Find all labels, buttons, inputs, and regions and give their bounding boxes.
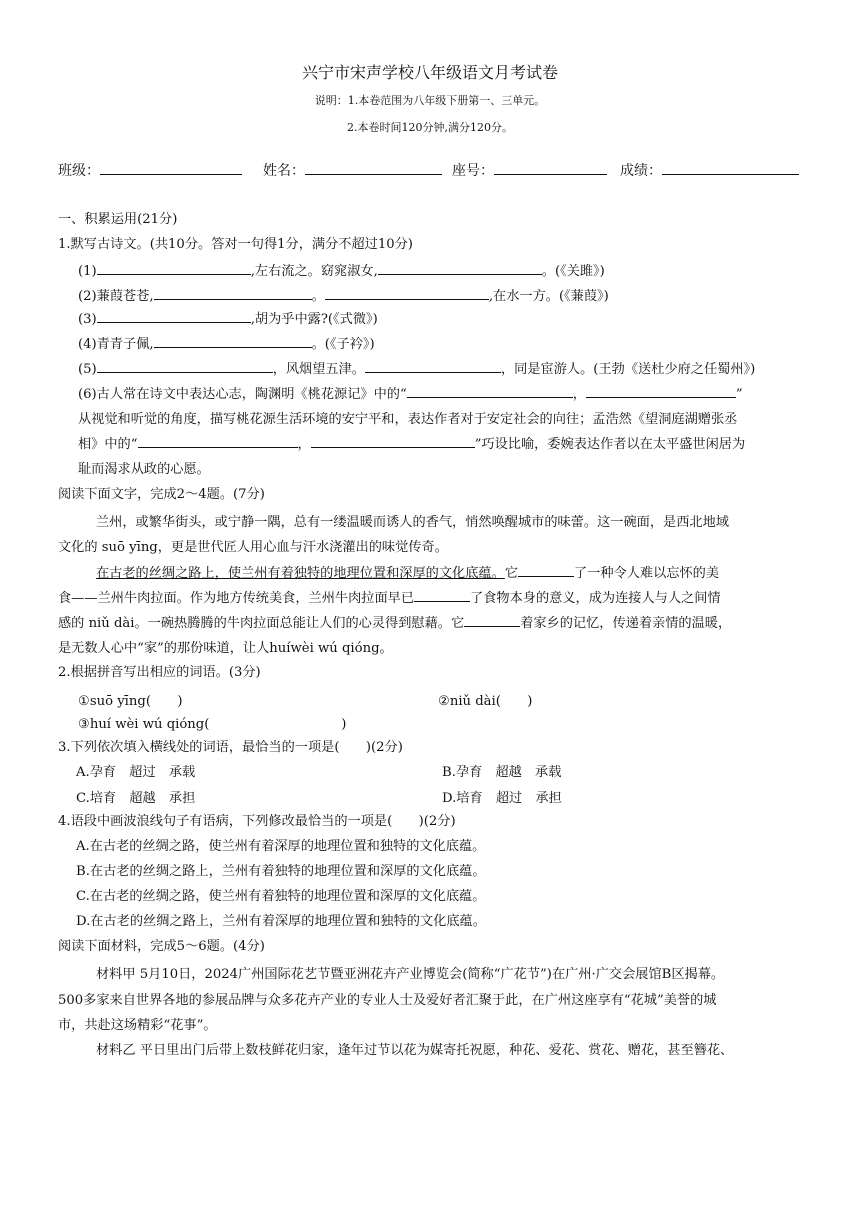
reading2-intro: 阅读下面材料，完成5～6题。(4分) [58,939,265,954]
score-blank[interactable] [662,160,799,175]
q1-line-5 [78,358,755,377]
score-field [620,160,799,180]
reading2-p1-line3: 市，共赴这场精彩“花事”。 [58,1018,217,1033]
q1-line-4 [78,333,375,352]
p2-line2-start: 食——兰州牛肉拉面。作为地方传统美食，兰州牛肉拉面早已 [58,591,415,606]
class-field [58,160,242,180]
p2-blank-1[interactable] [518,563,574,577]
q1-2-blank-b[interactable] [325,286,489,300]
seat-field [452,160,607,180]
q1-line-2 [78,285,609,304]
reading2-p1-line2: 500多家来自世界各地的参展品牌与众多花卉产业的专业人士及爱好者汇聚于此，在广州这座享有“花城”美誉的城 [58,993,717,1008]
q1-6-prefix: (6)古人常在诗文中表达心志，陶渊明《桃花源记》中的“ [78,387,407,402]
reading1-p2-line3 [58,612,731,631]
q1-6-quote: ” [735,387,743,402]
reading2-p2-line1: 材料乙 平日里出门后带上数枝鲜花归家，逢年过节以花为媒寄托祝愿，种花、爱花、赏花、赠花，甚至簪花、 [96,1043,734,1058]
q4-option-d[interactable]: D.在古老的丝绸之路上，兰州有着深厚的地理位置和独特的文化底蕴。 [76,914,486,929]
q1-5-prefix: (5) [78,362,97,377]
q1-4-blank[interactable] [154,334,312,348]
q1-line-6a [78,383,743,402]
q1-5-source: ，同是宦游人。(王勃《送杜少府之任蜀州》) [501,362,756,377]
q1-1-blank-b[interactable] [378,261,542,275]
reading1-p1-line1: 兰州，或繁华街头，或宁静一隅，总有一缕温暖而诱人的香气，悄然唤醒城市的味蕾。这一碗面，是西北地域 [96,515,729,530]
q1-2-source: ,在水一方。(《蒹葭》) [488,289,609,304]
q1-6-comma: ， [572,387,586,402]
q3-option-c[interactable]: C.培育 超越 承担 [76,791,196,806]
q1-1-prefix: (1) [78,264,97,279]
q4-option-c[interactable]: C.在古老的丝绸之路，使兰州有着独特的地理位置和深厚的文化底蕴。 [76,889,486,904]
reading1-p1-line2: 文化的 suō yīng，更是世代匠人用心血与汗水浇灌出的味觉传奇。 [58,540,448,555]
reading1-intro: 阅读下面文字，完成2～4题。(7分) [58,487,265,502]
q4-stem: 4.语段中画波浪线句子有语病，下列修改最恰当的一项是( )(2分) [58,814,456,829]
q1-line-6d: 耻而渴求从政的心愿。 [78,462,210,477]
q2-stem: 2.根据拼音写出相应的词语。(3分) [58,665,261,680]
class-blank[interactable] [100,160,242,175]
reading2-p1-line1: 材料甲 5月10日，2024广州国际花艺节暨亚洲花卉产业博览会(简称“广花节”)在广州·广交会展馆B区揭幕。 [96,967,725,982]
q2-option-1: ①suō yīng( ) [78,694,183,709]
q1-1-mid: ,左右流之。窈窕淑女, [250,264,378,279]
q1-3-blank[interactable] [97,309,251,323]
q1-5-mid: ，风烟望五津。 [272,362,365,377]
wavy-sentence: 在古老的丝绸之路上，使兰州有着独特的地理位置和深厚的文化底蕴。 [96,566,505,581]
q1-line-6b: 从视觉和听觉的角度，描写桃花源生活环境的安宁平和，表达作者对于安定社会的向往；孟浩然《望洞庭湖赠张丞 [78,412,738,427]
q3-option-b[interactable]: B.孕育 超越 承载 [442,765,562,780]
p2-blank-3[interactable] [464,613,520,627]
name-blank[interactable] [305,160,442,175]
class-label: 班级： [58,163,100,179]
p2-line2-end: 了食物本身的意义，成为连接人与人之间情 [470,591,721,606]
section-heading: 一、积累运用(21分) [58,212,178,227]
q2-option-3: ③huí wèi wú qióng( ) [78,717,347,732]
q1-stem: 1.默写古诗文。(共10分。答对一句得1分，满分不超过10分) [58,237,413,252]
q3-option-d[interactable]: D.培育 超过 承担 [442,791,562,806]
q1-2-blank-a[interactable] [154,286,312,300]
reading1-p2-line1 [96,562,719,581]
score-label: 成绩： [620,163,662,179]
q1-2-mid: 。 [311,289,325,304]
q1-5-blank-a[interactable] [97,359,273,373]
q1-6-prefix2: 相》中的“ [78,437,138,452]
q1-line-1 [78,260,605,279]
reading1-p2-line4: 是无数人心中“家”的那份味道，让人huíwèi wú qióng。 [58,641,393,656]
q1-1-source: 。(《关雎》) [541,264,605,279]
q1-2-prefix: (2)蒹葭苍苍, [78,289,154,304]
seat-blank[interactable] [494,160,607,175]
exam-note-2: 2.本卷时间120分钟,满分120分。 [347,121,513,134]
q1-6-blank-d[interactable] [311,434,475,448]
seat-label: 座号： [452,163,494,179]
p2-line3-end: 着家乡的记忆，传递着亲情的温暖， [520,616,732,631]
q1-4-source: 。(《子衿》) [311,337,375,352]
q4-option-b[interactable]: B.在古老的丝绸之路上，兰州有着独特的地理位置和深厚的文化底蕴。 [76,864,486,879]
exam-title: 兴宁市宋声学校八年级语文月考试卷 [301,63,558,82]
q1-3-source: ,胡为乎中露?(《式微》) [250,312,378,327]
q1-6-comma2: ， [297,437,311,452]
name-field [263,160,442,180]
exam-note-1: 说明：1.本卷范围为八年级下册第一、三单元。 [314,94,546,107]
q1-6-blank-a[interactable] [407,384,573,398]
q3-option-a[interactable]: A.孕育 超过 承载 [76,765,196,780]
reading1-p2-line2 [58,587,721,606]
q1-line-6c [78,433,745,452]
p2-line1-end: 了一种令人难以忘怀的美 [574,566,720,581]
q1-1-blank-a[interactable] [97,261,251,275]
name-label: 姓名： [263,163,305,179]
p2-it-1: 它 [504,566,518,581]
q3-stem: 3.下列依次填入横线处的词语，最恰当的一项是( )(2分) [58,740,403,755]
p2-blank-2[interactable] [414,588,470,602]
q1-4-prefix: (4)青青子佩, [78,337,154,352]
q4-option-a[interactable]: A.在古老的丝绸之路，使兰州有着深厚的地理位置和独特的文化底蕴。 [76,839,486,854]
q1-6-blank-c[interactable] [138,434,298,448]
q2-option-2: ②niǔ dài( ) [438,694,533,709]
q1-6-blank-b[interactable] [586,384,736,398]
q1-3-prefix: (3) [78,312,97,327]
q1-line-3 [78,308,378,327]
q1-5-blank-b[interactable] [365,359,501,373]
q1-6-tail: ”巧设比喻，委婉表达作者以在太平盛世闲居为 [474,437,746,452]
p2-line3-start: 感的 niǔ dài。一碗热腾腾的牛肉拉面总能让人们的心灵得到慰藉。它 [58,616,465,631]
